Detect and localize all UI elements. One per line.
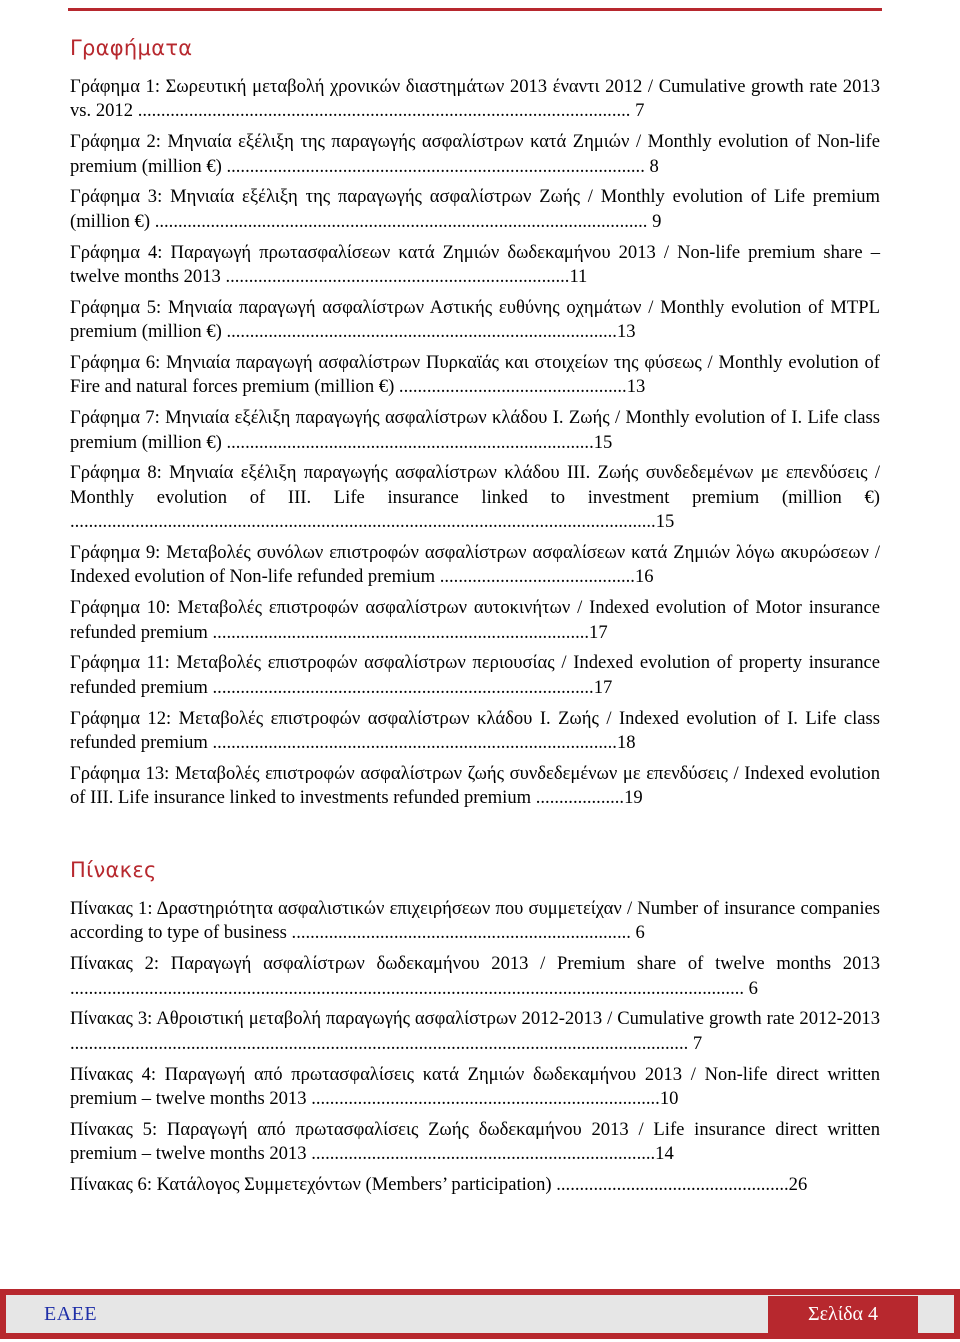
toc-entry[interactable] xyxy=(70,75,880,124)
toc-page-number: 6 xyxy=(744,977,758,999)
toc-entry-leader xyxy=(155,211,662,232)
tables-list xyxy=(70,897,880,1204)
toc-dots: .......................................................................................................... xyxy=(137,100,631,122)
toc-entry-leader xyxy=(138,100,645,121)
toc-entry[interactable] xyxy=(70,351,880,400)
toc-entry-leader xyxy=(213,677,613,698)
toc-page-number: 14 xyxy=(655,1143,674,1165)
toc-dots: .............................................................................................................................. xyxy=(70,511,656,533)
toc-dots: .......................................................................... xyxy=(311,1143,656,1165)
toc-page-number: 7 xyxy=(630,100,645,122)
toc-page-number: 11 xyxy=(569,266,588,288)
toc-entry[interactable] xyxy=(70,406,880,455)
toc-entry[interactable] xyxy=(70,762,880,811)
charts-list xyxy=(70,75,880,817)
toc-entry-title: Πίνακας 2: Παραγωγή ασφαλίστρων δωδεκαμήνου 2013 / Premium share of twelve months 2013 xyxy=(70,953,880,975)
toc-page-number: 8 xyxy=(644,155,659,177)
toc-entry-title: Γράφημα 11: Μεταβολές επιστροφών ασφαλίστρων περιουσίας / Indexed evolution of property insurance refunded premium xyxy=(70,652,880,698)
footer-page-number: Σελίδα 4 xyxy=(807,1303,879,1325)
toc-entry[interactable] xyxy=(70,241,880,290)
toc-entry[interactable] xyxy=(70,1118,880,1167)
toc-entry-title: Πίνακας 3: Αθροιστική μεταβολή παραγωγής ασφαλίστρων 2012-2013 / Cumulative growth rate 2012-2013 xyxy=(70,1008,880,1030)
toc-entry-leader xyxy=(225,266,587,287)
toc-entry-leader xyxy=(213,732,636,753)
toc-entry-leader xyxy=(311,1143,674,1164)
toc-page-number: 17 xyxy=(593,676,613,698)
toc-dots: .......................................... xyxy=(439,566,635,588)
toc-dots: ........................................................................... xyxy=(311,1088,660,1110)
toc-entry-title: Γράφημα 2: Μηνιαία εξέλιξη της παραγωγής ασφαλίστρων κατά Ζημιών / Monthly evolution of Non-life premium (million €) xyxy=(70,131,880,177)
toc-dots: ................................................................................. xyxy=(212,621,590,643)
toc-entry-leader xyxy=(440,566,654,587)
charts-heading: Γραφήματα xyxy=(70,36,193,60)
toc-entry-title: Πίνακας 4: Παραγωγή από πρωτασφαλίσεις κατά Ζημιών δωδεκαμήνου 2013 / Non-life direct written premium – twelve months 2013 xyxy=(70,1063,880,1110)
toc-entry-title: Γράφημα 10: Μεταβολές επιστροφών ασφαλίστρων αυτοκινήτων / Indexed evolution of Motor insurance refunded premium xyxy=(70,597,880,643)
toc-entry-leader xyxy=(226,156,658,177)
toc-dots: ..................................................................................................................................... xyxy=(70,1032,689,1054)
toc-entry[interactable] xyxy=(70,596,880,645)
toc-entry-leader xyxy=(226,432,612,453)
toc-dots: ................... xyxy=(535,787,625,809)
toc-entry-leader xyxy=(70,511,674,532)
toc-page-number: 26 xyxy=(788,1174,808,1196)
toc-page-number: 17 xyxy=(589,621,608,643)
toc-page-number: 15 xyxy=(593,431,613,453)
toc-entry-title: Γράφημα 1: Σωρευτική μεταβολή χρονικών διαστημάτων 2013 έναντι 2012 / Cumulative growth rate 2013 vs. 2012 xyxy=(70,76,880,122)
toc-entry-title: Γράφημα 13: Μεταβολές επιστροφών ασφαλίστρων ζωής συνδεδεμένων με επενδύσεις / Indexed evolution of III. Life insurance linked to investments refunded premium xyxy=(70,762,880,809)
toc-entry-leader xyxy=(556,1174,807,1195)
toc-dots: .......................................................................................... xyxy=(226,155,645,177)
toc-page-number: 6 xyxy=(630,922,645,944)
toc-dots: ................................................................................................................................................. xyxy=(70,977,745,999)
toc-page-number: 13 xyxy=(626,376,646,398)
toc-dots: ................................................. xyxy=(398,376,627,398)
toc-entry[interactable] xyxy=(70,541,880,590)
toc-entry[interactable] xyxy=(70,1173,880,1197)
toc-entry[interactable] xyxy=(70,707,880,756)
toc-dots: .......................................................................................................... xyxy=(154,210,648,232)
toc-page-number: 15 xyxy=(655,511,675,533)
toc-entry-title: Γράφημα 6: Μηνιαία παραγωγή ασφαλίστρων Πυρκαϊάς και στοιχείων της φύσεως / Monthly evolution of Fire and natural forces premium (million €) xyxy=(70,352,880,398)
toc-dots: .................................................................................... xyxy=(226,321,617,343)
toc-entry[interactable] xyxy=(70,130,880,179)
toc-entry[interactable] xyxy=(70,952,880,1001)
toc-entry-leader xyxy=(70,978,758,999)
toc-page-number: 18 xyxy=(616,732,636,754)
toc-entry[interactable] xyxy=(70,651,880,700)
toc-entry-leader xyxy=(226,321,635,342)
toc-entry-title: Γράφημα 3: Μηνιαία εξέλιξη της παραγωγής ασφαλίστρων Ζωής / Monthly evolution of Life premium (million €) xyxy=(70,186,880,232)
toc-page-number: 13 xyxy=(616,321,636,343)
toc-entry[interactable] xyxy=(70,185,880,234)
toc-page-number: 19 xyxy=(624,787,643,809)
footer-page-box xyxy=(768,1296,918,1334)
toc-entry[interactable] xyxy=(70,897,880,946)
toc-page-number: 16 xyxy=(634,566,654,588)
toc-entry-leader xyxy=(536,787,643,808)
toc-entry-title: Γράφημα 8: Μηνιαία εξέλιξη παραγωγής ασφαλίστρων κλάδου ΙΙΙ. Ζωής συνδεδεμένων με επενδύσεις / Monthly evolution of III. Life insurance linked to investment premium (million €) xyxy=(70,462,880,508)
toc-entry-leader xyxy=(292,922,645,943)
toc-dots: ............................................................................... xyxy=(226,431,594,453)
toc-entry-title: Πίνακας 6: Κατάλογος Συμμετεχόντων (Members’ participation) xyxy=(70,1174,552,1196)
toc-entry-title: Γράφημα 5: Μηνιαία παραγωγή ασφαλίστρων Αστικής ευθύνης οχημάτων / Monthly evolution of MTPL premium (million €) xyxy=(70,296,880,343)
toc-entry-title: Πίνακας 5: Παραγωγή από πρωτασφαλίσεις Ζωής δωδεκαμήνου 2013 / Life insurance direct written premium – twelve months 2013 xyxy=(70,1118,880,1165)
toc-entry[interactable] xyxy=(70,296,880,345)
toc-entry-title: Γράφημα 9: Μεταβολές συνόλων επιστροφών ασφαλίστρων ασφαλίσεων κατά Ζημιών λόγω ακυρώσεων / Indexed evolution of Non-life refunded premium xyxy=(70,542,880,588)
toc-entry-title: Γράφημα 12: Μεταβολές επιστροφών ασφαλίστρων κλάδου Ι. Ζωής / Indexed evolution of I. Life class refunded premium xyxy=(70,707,880,754)
toc-page-number: 9 xyxy=(647,210,662,232)
toc-page-number: 10 xyxy=(659,1088,679,1110)
top-rule xyxy=(68,8,882,11)
toc-dots: ......................................................................... xyxy=(291,922,631,944)
toc-entry-title: Γράφημα 7: Μηνιαία εξέλιξη παραγωγής ασφαλίστρων κλάδου Ι. Ζωής / Monthly evolution of I. Life class premium (million €) xyxy=(70,407,880,453)
footer-org-name: ΕΑΕΕ xyxy=(44,1303,98,1325)
toc-dots: .................................................. xyxy=(556,1174,789,1196)
toc-entry[interactable] xyxy=(70,1007,880,1056)
toc-dots: .......................................................................... xyxy=(225,266,570,288)
toc-page-number: 7 xyxy=(688,1032,703,1054)
toc-entry-leader xyxy=(70,1033,702,1054)
tables-heading: Πίνακες xyxy=(70,858,157,882)
toc-entry-leader xyxy=(311,1088,678,1109)
toc-entry-leader xyxy=(399,376,645,397)
toc-entry-title: Πίνακας 1: Δραστηριότητα ασφαλιστικών επιχειρήσεων που συμμετείχαν / Number of insurance companies according to type of business xyxy=(70,898,880,944)
toc-entry[interactable] xyxy=(70,1063,880,1112)
toc-entry-leader xyxy=(213,622,608,643)
toc-dots: ....................................................................................... xyxy=(212,732,617,754)
toc-dots: .................................................................................. xyxy=(212,676,594,698)
toc-entry-title: Γράφημα 4: Παραγωγή πρωτασφαλίσεων κατά Ζημιών δωδεκαμήνου 2013 / Non-life premium share – twelve months 2013 xyxy=(70,241,880,288)
toc-entry[interactable] xyxy=(70,461,880,534)
